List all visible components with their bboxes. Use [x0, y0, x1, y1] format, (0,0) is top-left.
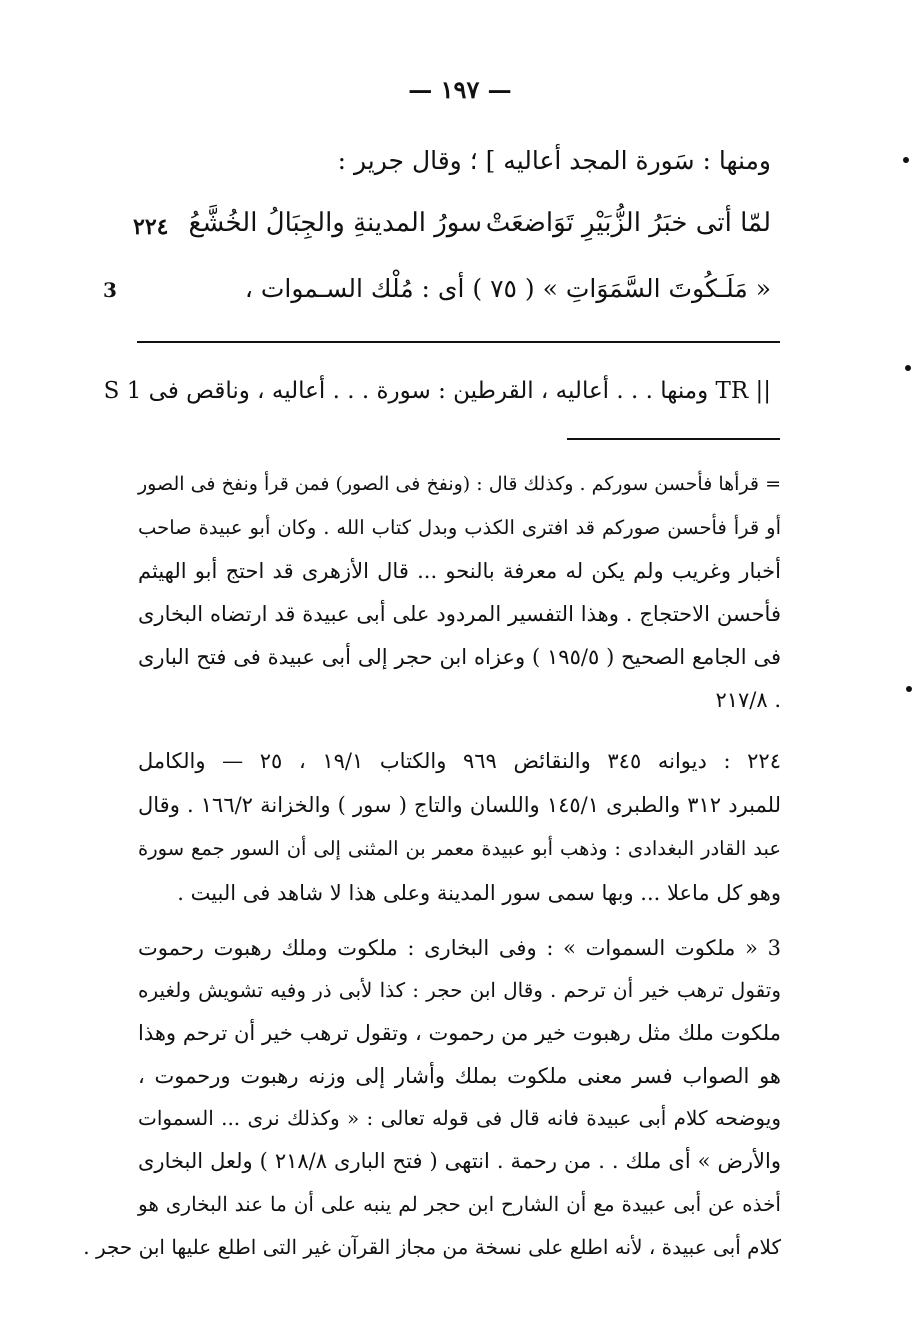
note-line: للمبرد ٣١٢ والطبرى ١٤٥/١ واللسان والتاج ( سور ) والخزانة ١٦٦/٢ . وقال [138, 793, 781, 817]
note-line: وهو كل ماعلا ... وبها سمى سور المدينة وعلى هذا لا شاهد فى البيت . [177, 881, 781, 905]
verse-number: ٢٢٤ [133, 214, 169, 240]
note-line: أخبار وغريب ولم يكن له معرفة بالنحو ... قال الأزهرى قد احتج أبو الهيثم [138, 559, 781, 583]
verse-right-hemistich: لمّا أتى خبَرُ الزُّبَيْرِ تَوَاضعَتْ [485, 208, 771, 238]
separator-rule [137, 341, 780, 343]
note-line: والأرض » أى ملك . . من رحمة . انتهى ( فتح البارى ٢١٨/٨ ) ولعل البخارى [138, 1149, 781, 1173]
note-line: فى الجامع الصحيح ( ١٩٥/٥ ) وعزاه ابن حجر إلى أبى عبيدة فى فتح البارى [138, 645, 781, 669]
note-line: أو قرأ فأحسن صوركم قد افترى الكذب وبدل كتاب الله . وكان أبو عبيدة صاحب [138, 516, 781, 539]
apparatus-line: S 1 ومنها . . . أعاليه ، القرطين : سورة . . . أعاليه ، وناقص فى TR || [103, 378, 771, 404]
note-line: عبد القادر البغدادى : وذهب أبو عبيدة معمر بن المثنى إلى أن السور جمع سورة [138, 837, 781, 860]
gloss-line: « مَلَـكُوتَ السَّمَوَاتِ » ( ٧٥ ) أى : مُلْك السـموات ، [244, 274, 771, 303]
note-line: فأحسن الاحتجاج . وهذا التفسير المردود على أبى عبيدة قد ارتضاه البخارى [138, 602, 781, 626]
margin-speck [906, 686, 912, 692]
note-line: 3 « ملكوت السموات » : وفى البخارى : ملكوت وملك رهبوت رحموت [138, 936, 781, 960]
page-number: — ١٩٧ — [408, 75, 512, 104]
note-line: كلام أبى عبيدة ، لأنه اطلع على نسخة من مجاز القرآن غير التى اطلع عليها ابن حجر . [83, 1235, 781, 1259]
notes-rule [567, 438, 780, 440]
note-line: هو الصواب فسر معنى ملكوت بملك وأشار إلى وزنه رهبوت ورحموت ، [138, 1064, 781, 1088]
verse-intro: ومنها : سَورة المجد أعاليه ] ؛ وقال جرير : [337, 146, 771, 175]
margin-speck [903, 157, 909, 163]
verse-left-hemistich: سورُ المدينةِ والجِبَالُ الخُشَّعُ [188, 208, 482, 238]
note-line: ٢١٧/٨ . [715, 688, 781, 712]
note-line: وتقول ترهب خير أن ترحم . وقال ابن حجر : كذا لأبى ذر وفيه تشويش ولغيره [138, 978, 781, 1002]
note-line: ملكوت ملك مثل رهبوت خير من رحموت ، وتقول ترهب خير أن ترحم وهذا [138, 1021, 781, 1045]
margin-speck [905, 365, 911, 371]
note-line: = قرأها فأحسن سوركم . وكذلك قال : (ونفخ فى الصور) فمن قرأ ونفخ فى الصور [138, 473, 781, 495]
gloss-marker: 3 [103, 278, 117, 302]
note-line: ٢٢٤ : ديوانه ٣٤٥ والنقائض ٩٦٩ والكتاب ١٩/١ ، ٢٥ — والكامل [138, 749, 781, 773]
note-line: ويوضحه كلام أبى عبيدة فانه قال فى قوله تعالى : « وكذلك نرى ... السموات [138, 1106, 781, 1130]
note-line: أخذه عن أبى عبيدة مع أن الشارح ابن حجر لم ينبه على أن ما عند البخارى هو [138, 1192, 781, 1216]
